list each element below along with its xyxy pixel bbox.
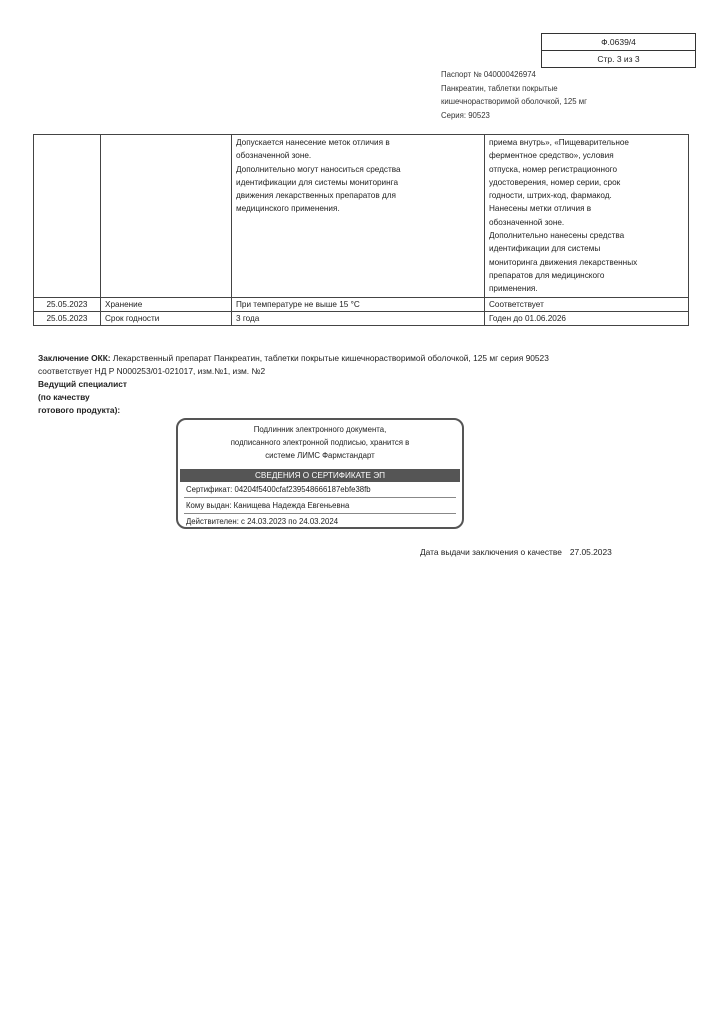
conclusion-text: Лекарственный препарат Панкреатин, таблетки покрытые кишечнорастворимой оболочкой, 125 мг серия 90523 соответствует НД Р N000253/01-021017, изм.№1, изм. №2 <box>38 353 549 377</box>
stamp-band: СВЕДЕНИЯ О СЕРТИФИКАТЕ ЭП <box>180 469 460 482</box>
conclusion-label: Заключение ОКК: <box>38 353 111 363</box>
valid-value: с 24.03.2023 по 24.03.2024 <box>241 517 339 526</box>
quality-table <box>33 134 689 326</box>
page-number: Стр. 3 из 3 <box>597 54 640 64</box>
stamp-issued-to <box>184 498 456 514</box>
table-row <box>34 297 689 311</box>
stamp-certificate <box>184 482 456 498</box>
form-code-box <box>541 33 696 68</box>
cert-label: Сертификат: <box>186 485 233 494</box>
row-result: приема внутрь», «Пищеварительное ферментное средство», условия отпуска, номер регистрационного удостоверения, номер серии, срок годности, штрих-код, фармакод. Нанесены метки отличия в обозначенной зоне. Дополнительно нанесены средства идентификации для системы мониторинга движения лекарственных препаратов для медицинского применения. <box>485 135 689 298</box>
row-parameter <box>101 135 232 298</box>
stamp-line3: системе ЛИМС Фармстандарт <box>265 451 375 460</box>
batch-number: Серия: 90523 <box>441 110 490 120</box>
conclusion <box>38 352 598 378</box>
cert-value: 04204f5400cfaf239548666187ebfe38fb <box>234 485 371 494</box>
valid-label: Действителен: <box>186 517 239 526</box>
issued-value: Канищева Надежда Евгеньевна <box>233 501 350 510</box>
passport-header <box>441 68 587 122</box>
stamp-line1: Подлинник электронного документа, <box>253 425 387 434</box>
table-row <box>34 311 689 325</box>
product-form: кишечнорастворимой оболочкой, 125 мг <box>441 97 587 106</box>
row-date: 25.05.2023 <box>34 297 101 311</box>
row-parameter: Хранение <box>101 297 232 311</box>
row-result: Годен до 01.06.2026 <box>485 311 689 325</box>
table-row <box>34 135 689 298</box>
issue-date <box>420 547 612 557</box>
stamp-header <box>178 420 462 469</box>
form-code: Ф.0639/4 <box>542 34 695 51</box>
row-requirement: 3 года <box>232 311 485 325</box>
row-date <box>34 135 101 298</box>
row-requirement: Допускается нанесение меток отличия в обозначенной зоне. Дополнительно могут наноситься средства идентификации для системы мониторинга движения лекарственных препаратов для медицинского применения. <box>232 135 485 298</box>
issue-label: Дата выдачи заключения о качестве <box>420 547 562 557</box>
stamp-line2: подписанного электронной подписью, хранится в <box>230 438 410 447</box>
passport-number: Паспорт № 040000426974 <box>441 70 536 79</box>
electronic-signature-stamp <box>176 418 464 529</box>
stamp-validity <box>184 514 456 529</box>
row-date: 25.05.2023 <box>34 311 101 325</box>
issued-label: Кому выдан: <box>186 501 232 510</box>
row-parameter: Срок годности <box>101 311 232 325</box>
row-requirement: При температуре не выше 15 °С <box>232 297 485 311</box>
issue-date-value: 27.05.2023 <box>569 547 612 557</box>
product-name: Панкреатин, таблетки покрытые <box>441 83 558 93</box>
lead-specialist-label: Ведущий специалист (по качеству готового продукта): <box>38 379 128 416</box>
row-result: Соответствует <box>485 297 689 311</box>
